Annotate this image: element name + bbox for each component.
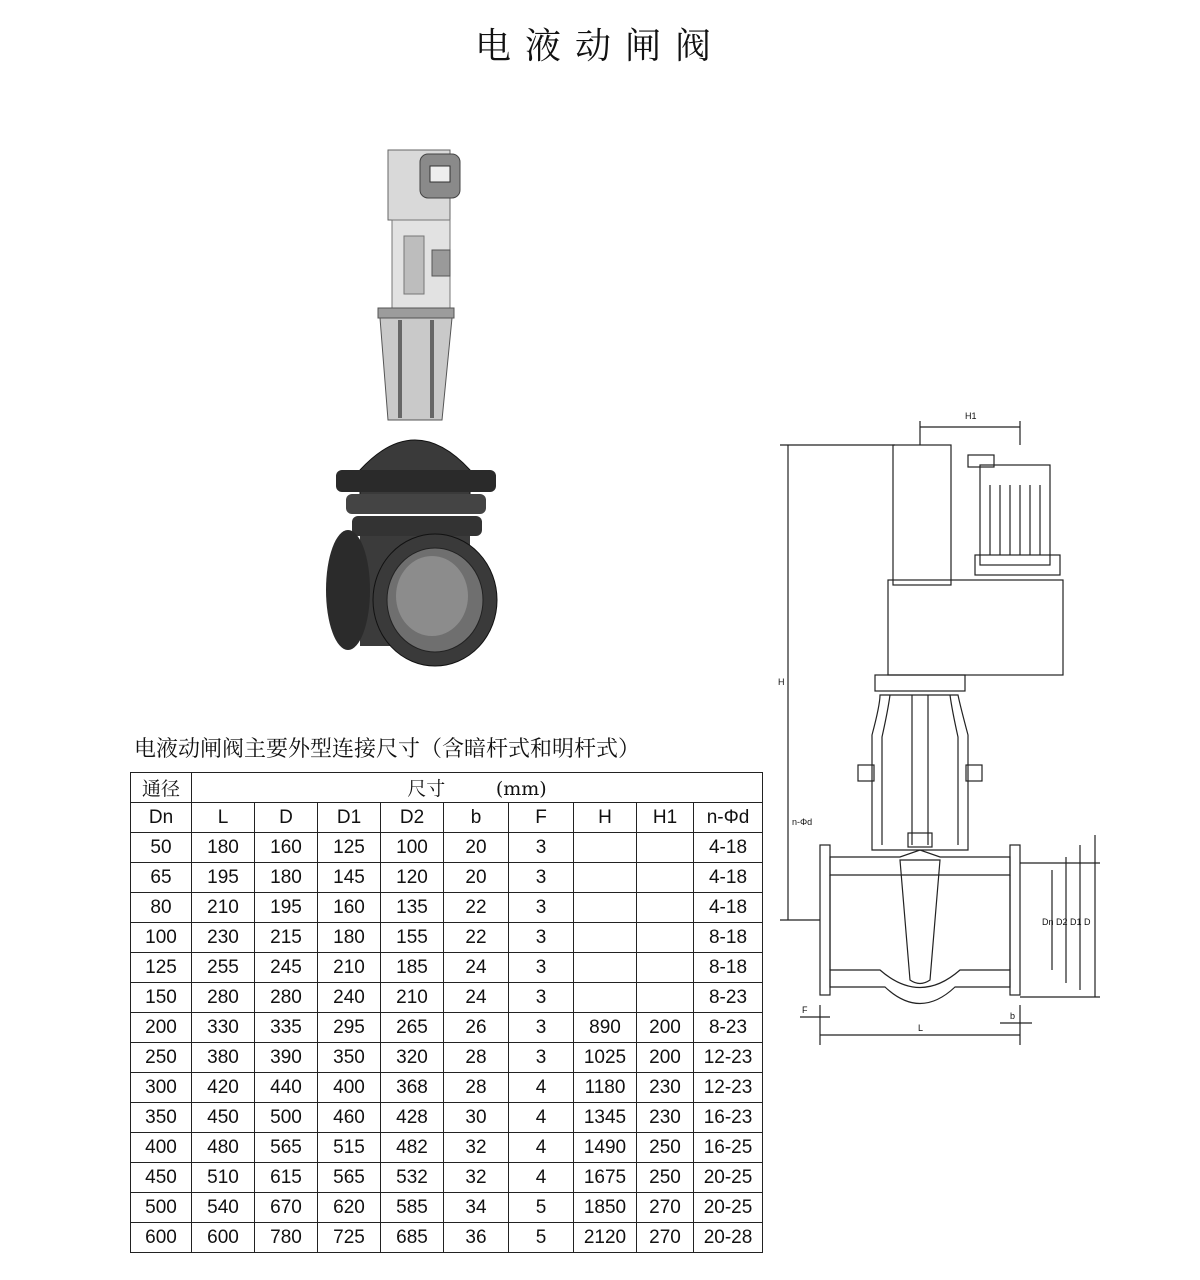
table-row xyxy=(131,1013,763,1043)
col-header: b xyxy=(444,803,509,833)
table-cell: 400 xyxy=(318,1073,381,1103)
table-cell: 160 xyxy=(318,893,381,923)
table-cell: 300 xyxy=(131,1073,192,1103)
table-cell: 145 xyxy=(318,863,381,893)
table-cell: 280 xyxy=(192,983,255,1013)
table-cell xyxy=(574,893,637,923)
table-cell: 12-23 xyxy=(694,1043,763,1073)
table-cell: 50 xyxy=(131,833,192,863)
table-cell: 1490 xyxy=(574,1133,637,1163)
table-cell xyxy=(637,893,694,923)
table-cell: 180 xyxy=(255,863,318,893)
table-cell: 250 xyxy=(131,1043,192,1073)
table-cell: 22 xyxy=(444,923,509,953)
table-cell: 195 xyxy=(192,863,255,893)
table-cell: 3 xyxy=(509,893,574,923)
table-cell: 16-23 xyxy=(694,1103,763,1133)
table-cell: 620 xyxy=(318,1193,381,1223)
table-cell: 8-23 xyxy=(694,983,763,1013)
table-cell: 428 xyxy=(381,1103,444,1133)
table-cell: 3 xyxy=(509,863,574,893)
table-row xyxy=(131,833,763,863)
table-cell: 230 xyxy=(192,923,255,953)
table-cell xyxy=(574,833,637,863)
table-cell: 295 xyxy=(318,1013,381,1043)
table-cell: 600 xyxy=(131,1223,192,1253)
table-cell: 565 xyxy=(318,1163,381,1193)
table-cell: 4 xyxy=(509,1163,574,1193)
table-cell: 100 xyxy=(381,833,444,863)
table-cell: 20-28 xyxy=(694,1223,763,1253)
table-cell: 335 xyxy=(255,1013,318,1043)
header-size xyxy=(192,773,763,803)
col-header: D1 xyxy=(318,803,381,833)
table-cell: 480 xyxy=(192,1133,255,1163)
table-cell: 1345 xyxy=(574,1103,637,1133)
table-row xyxy=(131,983,763,1013)
col-header: Dn xyxy=(131,803,192,833)
table-cell: 585 xyxy=(381,1193,444,1223)
table-cell: 350 xyxy=(131,1103,192,1133)
col-header: n-Φd xyxy=(694,803,763,833)
table-cell: 30 xyxy=(444,1103,509,1133)
table-cell: 20 xyxy=(444,863,509,893)
header-unit: (mm) xyxy=(495,778,547,800)
table-cell: 265 xyxy=(381,1013,444,1043)
valve-photo xyxy=(320,140,520,700)
table-row xyxy=(131,893,763,923)
label-d2: D2 xyxy=(1056,917,1068,927)
table-cell: 4-18 xyxy=(694,893,763,923)
table-cell: 32 xyxy=(444,1133,509,1163)
table-cell xyxy=(574,863,637,893)
table-cell: 270 xyxy=(637,1223,694,1253)
table-cell: 250 xyxy=(637,1133,694,1163)
table-cell: 36 xyxy=(444,1223,509,1253)
table-cell: 180 xyxy=(318,923,381,953)
table-cell: 3 xyxy=(509,1013,574,1043)
table-caption: 电液动闸阀主要外型连接尺寸（含暗杆式和明杆式） xyxy=(134,737,641,762)
table-cell xyxy=(637,953,694,983)
page-title: 电液动闸阀 xyxy=(474,26,725,67)
table-cell: 34 xyxy=(444,1193,509,1223)
table-cell: 135 xyxy=(381,893,444,923)
table-row xyxy=(131,1193,763,1223)
table-cell: 125 xyxy=(318,833,381,863)
table-cell: 20-25 xyxy=(694,1193,763,1223)
table-cell: 725 xyxy=(318,1223,381,1253)
table-cell: 215 xyxy=(255,923,318,953)
table-header-row-1 xyxy=(131,773,763,803)
table-row xyxy=(131,1223,763,1253)
table-cell: 1850 xyxy=(574,1193,637,1223)
table-cell: 230 xyxy=(637,1073,694,1103)
table-cell: 5 xyxy=(509,1223,574,1253)
table-cell: 24 xyxy=(444,983,509,1013)
table-row xyxy=(131,1163,763,1193)
label-nd: n-Φd xyxy=(792,817,813,827)
table-cell: 245 xyxy=(255,953,318,983)
table-cell: 160 xyxy=(255,833,318,863)
table-cell: 210 xyxy=(318,953,381,983)
table-cell: 185 xyxy=(381,953,444,983)
table-cell: 450 xyxy=(131,1163,192,1193)
label-l: L xyxy=(918,1023,924,1033)
table-cell: 685 xyxy=(381,1223,444,1253)
label-f: F xyxy=(802,1005,808,1015)
table-cell: 240 xyxy=(318,983,381,1013)
label-d: D xyxy=(1084,917,1091,927)
table-cell: 8-18 xyxy=(694,953,763,983)
label-b: b xyxy=(1010,1011,1016,1021)
table-cell: 12-23 xyxy=(694,1073,763,1103)
valve-dimension-drawing xyxy=(770,405,1130,1065)
table-cell: 28 xyxy=(444,1073,509,1103)
table-cell: 20-25 xyxy=(694,1163,763,1193)
table-cell: 22 xyxy=(444,893,509,923)
table-cell: 8-18 xyxy=(694,923,763,953)
table-cell: 400 xyxy=(131,1133,192,1163)
table-cell: 100 xyxy=(131,923,192,953)
table-cell: 450 xyxy=(192,1103,255,1133)
table-cell: 3 xyxy=(509,923,574,953)
table-row xyxy=(131,1073,763,1103)
table-cell: 4-18 xyxy=(694,833,763,863)
table-cell: 380 xyxy=(192,1043,255,1073)
label-dn: Dn xyxy=(1042,917,1054,927)
table-cell: 200 xyxy=(131,1013,192,1043)
table-row xyxy=(131,1103,763,1133)
table-row xyxy=(131,863,763,893)
label-h1: H1 xyxy=(965,411,977,421)
table-cell: 600 xyxy=(192,1223,255,1253)
table-cell: 4 xyxy=(509,1133,574,1163)
table-cell: 1025 xyxy=(574,1043,637,1073)
table-cell: 3 xyxy=(509,833,574,863)
table-cell: 615 xyxy=(255,1163,318,1193)
col-header: H xyxy=(574,803,637,833)
table-cell: 440 xyxy=(255,1073,318,1103)
table-cell: 320 xyxy=(381,1043,444,1073)
table-cell: 515 xyxy=(318,1133,381,1163)
col-header: H1 xyxy=(637,803,694,833)
table-header-row-2 xyxy=(131,803,763,833)
table-cell: 200 xyxy=(637,1043,694,1073)
table-cell: 3 xyxy=(509,1043,574,1073)
table-cell: 330 xyxy=(192,1013,255,1043)
table-cell: 195 xyxy=(255,893,318,923)
col-header: L xyxy=(192,803,255,833)
table-cell: 4-18 xyxy=(694,863,763,893)
table-row xyxy=(131,953,763,983)
table-cell: 24 xyxy=(444,953,509,983)
label-h: H xyxy=(778,677,785,687)
header-size-label: 尺寸 xyxy=(407,778,446,800)
table-cell: 120 xyxy=(381,863,444,893)
table-cell: 670 xyxy=(255,1193,318,1223)
table-cell: 390 xyxy=(255,1043,318,1073)
table-cell: 510 xyxy=(192,1163,255,1193)
table-cell: 1180 xyxy=(574,1073,637,1103)
table-cell: 500 xyxy=(255,1103,318,1133)
table-cell: 4 xyxy=(509,1103,574,1133)
label-d1: D1 xyxy=(1070,917,1082,927)
table-cell: 368 xyxy=(381,1073,444,1103)
table-cell: 460 xyxy=(318,1103,381,1133)
table-cell: 890 xyxy=(574,1013,637,1043)
table-cell: 26 xyxy=(444,1013,509,1043)
table-row xyxy=(131,923,763,953)
table-cell: 125 xyxy=(131,953,192,983)
table-cell: 20 xyxy=(444,833,509,863)
table-cell: 780 xyxy=(255,1223,318,1253)
table-cell: 1675 xyxy=(574,1163,637,1193)
table-cell: 210 xyxy=(381,983,444,1013)
table-cell: 270 xyxy=(637,1193,694,1223)
table-cell xyxy=(574,923,637,953)
table-cell: 280 xyxy=(255,983,318,1013)
col-header: F xyxy=(509,803,574,833)
table-cell: 420 xyxy=(192,1073,255,1103)
table-cell: 250 xyxy=(637,1163,694,1193)
table-cell xyxy=(574,953,637,983)
table-cell: 255 xyxy=(192,953,255,983)
table-cell: 230 xyxy=(637,1103,694,1133)
table-cell: 200 xyxy=(637,1013,694,1043)
dimension-table xyxy=(130,772,763,1253)
table-cell: 540 xyxy=(192,1193,255,1223)
table-cell xyxy=(574,983,637,1013)
table-cell: 4 xyxy=(509,1073,574,1103)
header-nominal: 通径 xyxy=(131,773,192,803)
table-cell: 500 xyxy=(131,1193,192,1223)
table-cell: 2120 xyxy=(574,1223,637,1253)
table-cell: 482 xyxy=(381,1133,444,1163)
table-cell: 5 xyxy=(509,1193,574,1223)
table-cell: 8-23 xyxy=(694,1013,763,1043)
table-cell xyxy=(637,833,694,863)
table-cell: 150 xyxy=(131,983,192,1013)
table-row xyxy=(131,1043,763,1073)
table-cell: 3 xyxy=(509,983,574,1013)
table-row xyxy=(131,1133,763,1163)
table-cell: 155 xyxy=(381,923,444,953)
table-cell xyxy=(637,983,694,1013)
table-cell: 28 xyxy=(444,1043,509,1073)
table-cell: 350 xyxy=(318,1043,381,1073)
table-cell: 16-25 xyxy=(694,1133,763,1163)
col-header: D2 xyxy=(381,803,444,833)
table-cell: 565 xyxy=(255,1133,318,1163)
table-cell: 180 xyxy=(192,833,255,863)
table-cell: 80 xyxy=(131,893,192,923)
table-cell: 32 xyxy=(444,1163,509,1193)
table-cell: 532 xyxy=(381,1163,444,1193)
table-cell: 210 xyxy=(192,893,255,923)
table-cell: 3 xyxy=(509,953,574,983)
table-cell xyxy=(637,863,694,893)
col-header: D xyxy=(255,803,318,833)
table-cell xyxy=(637,923,694,953)
table-cell: 65 xyxy=(131,863,192,893)
